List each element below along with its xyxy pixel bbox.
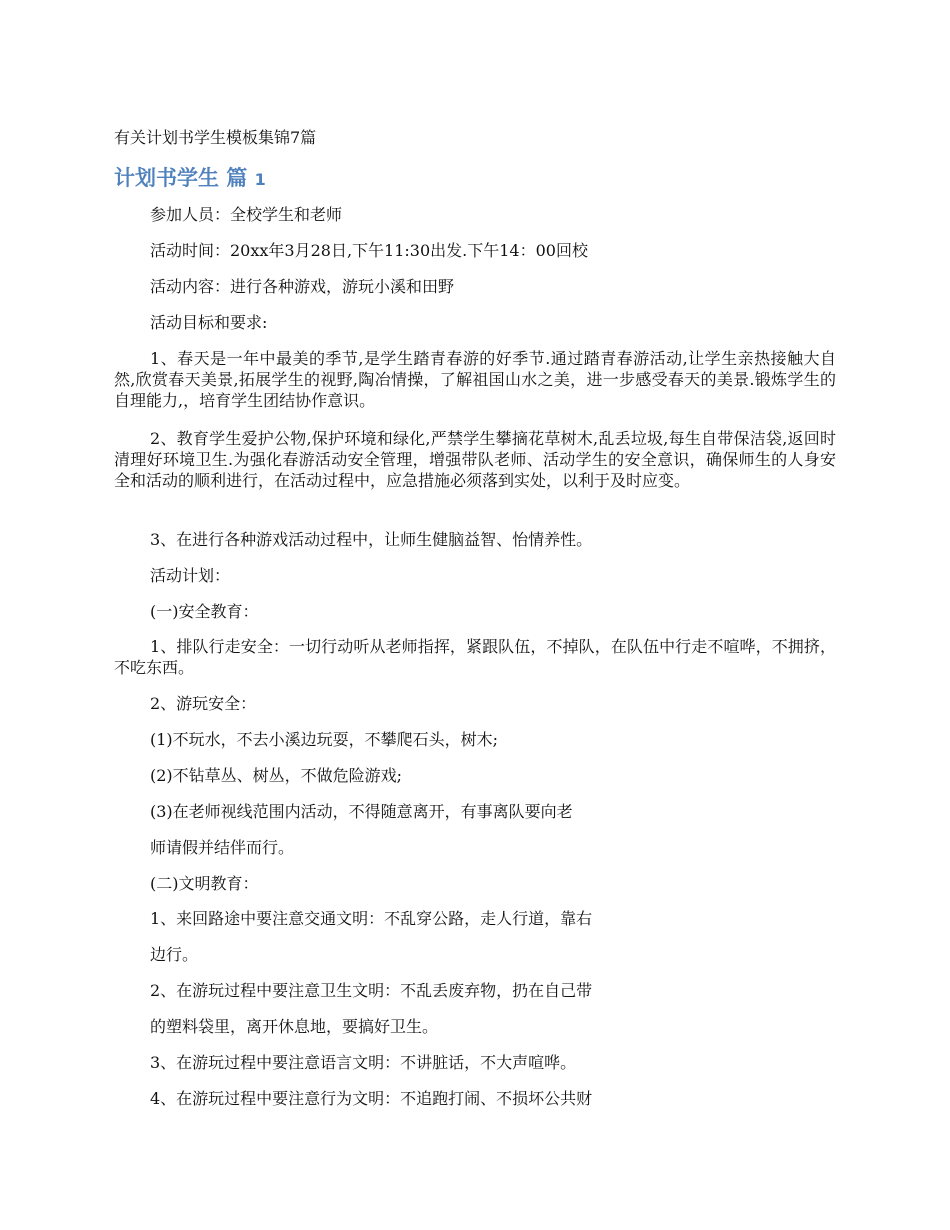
paragraph-safety-2-1: (1)不玩水，不去小溪边玩耍，不攀爬石头，树木; — [150, 730, 499, 749]
paragraph-goals-heading: 活动目标和要求: — [150, 313, 268, 332]
paragraph-safety-2-3-cont: 师请假并结伴而行。 — [150, 838, 295, 857]
paragraph-civility-heading: (二)文明教育： — [150, 874, 259, 893]
paragraph-goal-3: 3、在进行各种游戏活动过程中，让师生健脑益智、怡情养性。 — [150, 530, 593, 549]
document-title: 有关计划书学生模板集锦7篇 — [114, 128, 317, 147]
paragraph-safety-1: 1、排队行走安全：一切行动听从老师指挥，紧跟队伍，不掉队，在队伍中行走不喧哗，不拥挤，不吃东西。 — [114, 637, 836, 677]
paragraph-safety-heading: (一)安全教育： — [150, 602, 259, 621]
paragraph-goal-2: 2、教育学生爱护公物,保护环境和绿化,严禁学生攀摘花草树木,乱丢垃圾,每生自带保洁袋,返回时清理好环境卫生.为强化春游活动安全管理，增强带队老师、活动学生的安全意识，确保师生的人身安全和活动的顺利进行，在活动过程中，应急措施必须落到实处，以利于及时应变。 — [114, 429, 836, 490]
paragraph-safety-2: 2、游玩安全： — [150, 694, 257, 713]
section-heading-text: 计划书学生 篇 — [114, 166, 248, 190]
paragraph-civility-4: 4、在游玩过程中要注意行为文明：不追跑打闹、不损坏公共财 — [150, 1089, 593, 1108]
paragraph-safety-2-3: (3)在老师视线范围内活动，不得随意离开，有事离队要向老 — [150, 802, 573, 821]
paragraph-safety-2-2: (2)不钻草丛、树丛，不做危险游戏; — [150, 766, 403, 785]
paragraph-activity-time: 活动时间：20xx年3月28日,下午11:30出发.下午14：00回校 — [150, 241, 588, 260]
section-heading — [114, 164, 266, 194]
paragraph-civility-2-cont: 的塑料袋里，离开休息地，要搞好卫生。 — [150, 1017, 439, 1036]
paragraph-goal-1: 1、春天是一年中最美的季节,是学生踏青春游的好季节.通过踏青春游活动,让学生亲热接触大自然,欣赏春天美景,拓展学生的视野,陶冶情操，了解祖国山水之美，进一步感受春天的美景.锻炼学生的自理能力,，培育学生团结协作意识。 — [114, 349, 836, 410]
paragraph-civility-1-cont: 边行。 — [150, 945, 199, 964]
paragraph-participants: 参加人员：全校学生和老师 — [150, 205, 343, 224]
paragraph-civility-2: 2、在游玩过程中要注意卫生文明：不乱丢废弃物，扔在自己带 — [150, 981, 593, 1000]
paragraph-civility-1: 1、来回路途中要注意交通文明：不乱穿公路，走人行道，靠右 — [150, 909, 593, 928]
paragraph-plan-heading: 活动计划： — [150, 566, 231, 585]
section-heading-number: 1 — [254, 170, 266, 189]
paragraph-civility-3: 3、在游玩过程中要注意语言文明：不讲脏话，不大声喧哗。 — [150, 1053, 577, 1072]
paragraph-activity-content: 活动内容：进行各种游戏，游玩小溪和田野 — [150, 277, 455, 296]
